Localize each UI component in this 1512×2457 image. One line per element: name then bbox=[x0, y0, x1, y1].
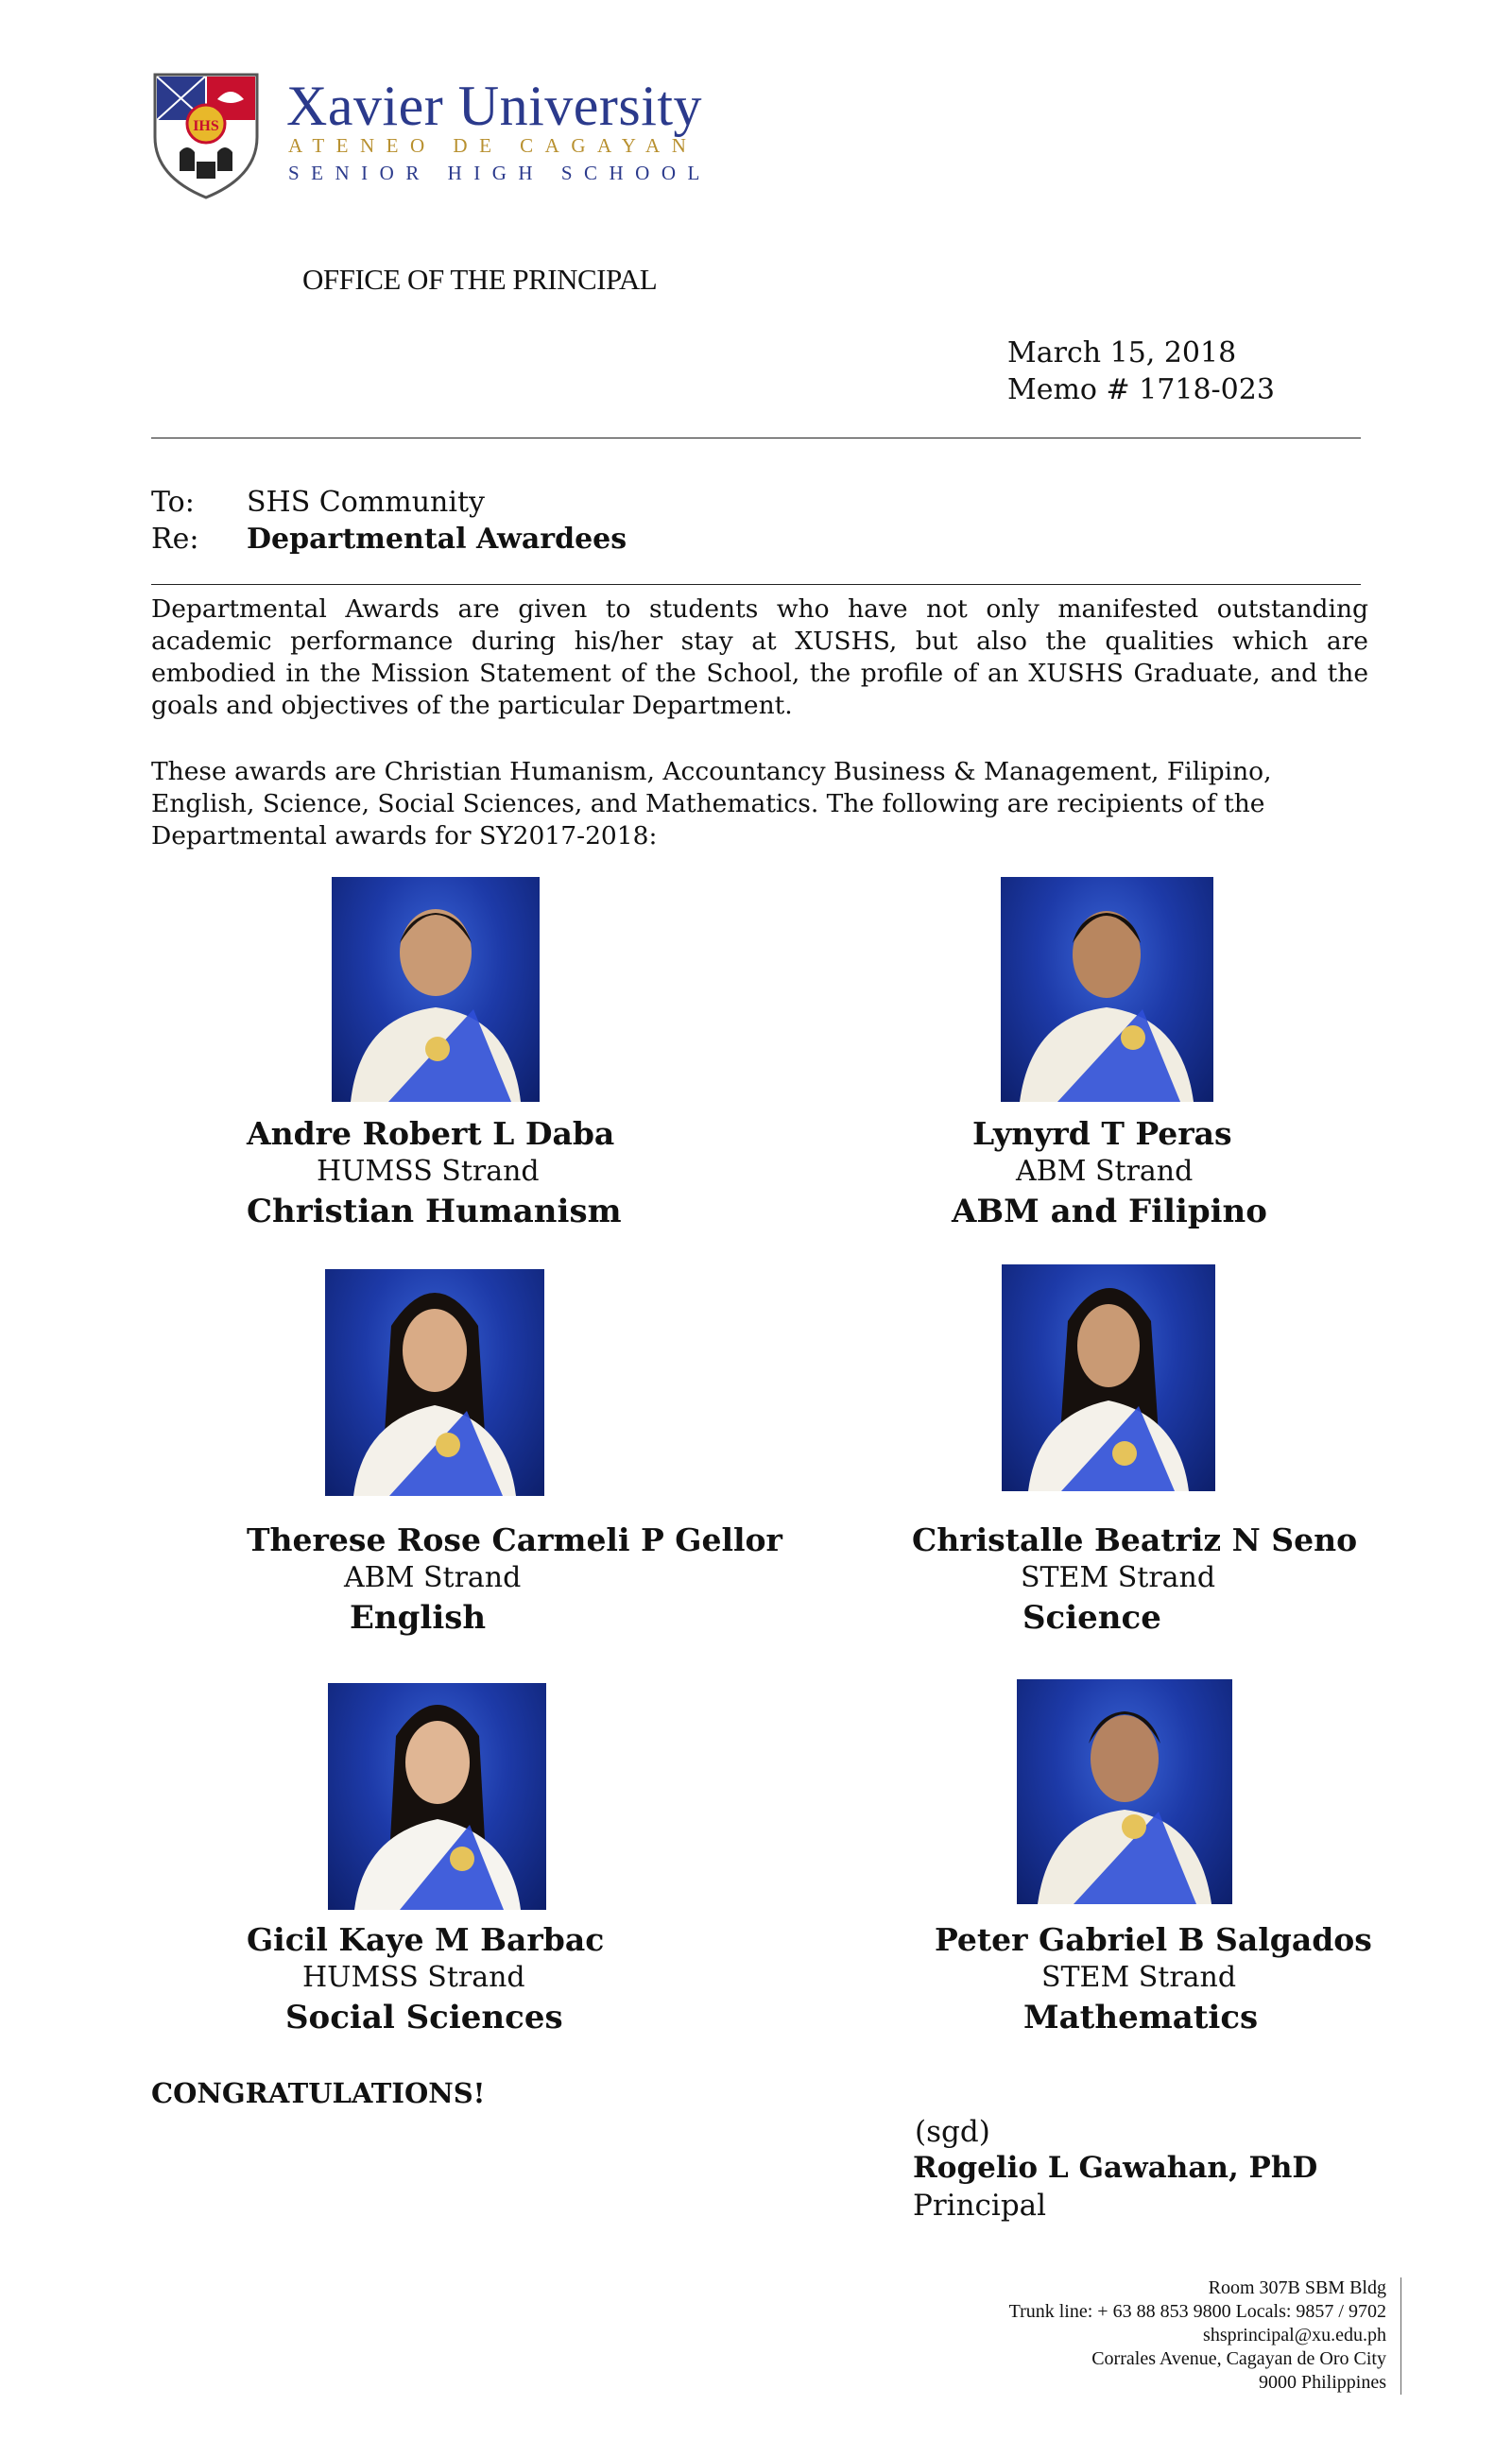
awardee-photo bbox=[1017, 1679, 1232, 1904]
memo-date: March 15, 2018 bbox=[1007, 336, 1237, 369]
re-label: Re: bbox=[151, 523, 199, 556]
re-value: Departmental Awardees bbox=[247, 523, 627, 556]
memo-number: Memo # 1718-023 bbox=[1007, 373, 1275, 406]
to-label: To: bbox=[151, 486, 195, 519]
awardee-photo bbox=[325, 1269, 544, 1496]
awardee-photo bbox=[328, 1683, 546, 1910]
awardee-award: ABM and Filipino bbox=[952, 1193, 1267, 1230]
intro-paragraph: Departmental Awards are given to students who have not only manifested outstanding academic performance during his/her stay at XUSHS, but also the qualities which are embodied in the Mission Statement of the School, the profile of an XUSHS Graduate, and the goals and objectives of the particular Department. bbox=[151, 594, 1368, 720]
awardee-name: Lynyrd T Peras bbox=[972, 1115, 1232, 1152]
awardee-strand: ABM Strand bbox=[1016, 1155, 1194, 1188]
address-line: 9000 Philippines bbox=[1258, 2372, 1386, 2393]
university-subtitle-shs: SENIOR HIGH SCHOOL bbox=[288, 162, 712, 184]
awardee-name: Peter Gabriel B Salgados bbox=[935, 1921, 1372, 1958]
university-subtitle-ateneo: ATENEO DE CAGAYAN bbox=[288, 134, 698, 157]
awardee-name: Gicil Kaye M Barbac bbox=[247, 1921, 605, 1958]
congratulations-text: CONGRATULATIONS! bbox=[151, 2077, 486, 2109]
awardee-strand: HUMSS Strand bbox=[317, 1155, 540, 1188]
awardee-award: Social Sciences bbox=[285, 1999, 563, 2036]
divider bbox=[151, 584, 1361, 585]
address-line: Room 307B SBM Bldg bbox=[1208, 2277, 1386, 2298]
awardee-award: Christian Humanism bbox=[247, 1193, 622, 1230]
address-line: shsprincipal@xu.edu.ph bbox=[1203, 2325, 1386, 2345]
awardee-strand: STEM Strand bbox=[1021, 1561, 1216, 1594]
awardee-name: Therese Rose Carmeli P Gellor bbox=[247, 1521, 782, 1558]
awardee-award: Science bbox=[1022, 1599, 1161, 1637]
university-crest-logo bbox=[151, 71, 261, 201]
awardee-award: Mathematics bbox=[1023, 1999, 1259, 2036]
awardee-name: Christalle Beatriz N Seno bbox=[912, 1521, 1358, 1558]
awardee-award: English bbox=[350, 1599, 487, 1637]
awardee-name: Andre Robert L Daba bbox=[247, 1115, 615, 1152]
address-divider bbox=[1400, 2277, 1401, 2395]
address-line: Trunk line: + 63 88 853 9800 Locals: 9857 / 9702 bbox=[1008, 2301, 1386, 2322]
svg-text:IHS: IHS bbox=[193, 118, 219, 134]
university-name: Xavier University bbox=[286, 75, 703, 137]
office-heading: OFFICE OF THE PRINCIPAL bbox=[302, 263, 658, 296]
awardee-photo bbox=[332, 877, 540, 1102]
awardee-strand: STEM Strand bbox=[1041, 1961, 1237, 1994]
awardee-photo bbox=[1001, 877, 1213, 1102]
awardee-strand: HUMSS Strand bbox=[302, 1961, 525, 1994]
awardee-photo bbox=[1002, 1264, 1215, 1491]
signatory-title: Principal bbox=[913, 2189, 1047, 2223]
signatory-name: Rogelio L Gawahan, PhD bbox=[913, 2151, 1318, 2185]
to-value: SHS Community bbox=[247, 486, 485, 519]
awardee-strand: ABM Strand bbox=[344, 1561, 522, 1594]
awards-list-paragraph: These awards are Christian Humanism, Accountancy Business & Management, Filipino, English, Science, Social Sciences, and Mathematics. The following are recipients of the Departmental awards for SY2017-2018: bbox=[151, 757, 1272, 850]
address-line: Corrales Avenue, Cagayan de Oro City bbox=[1091, 2348, 1386, 2369]
signature-sgd: (sgd) bbox=[915, 2115, 990, 2149]
